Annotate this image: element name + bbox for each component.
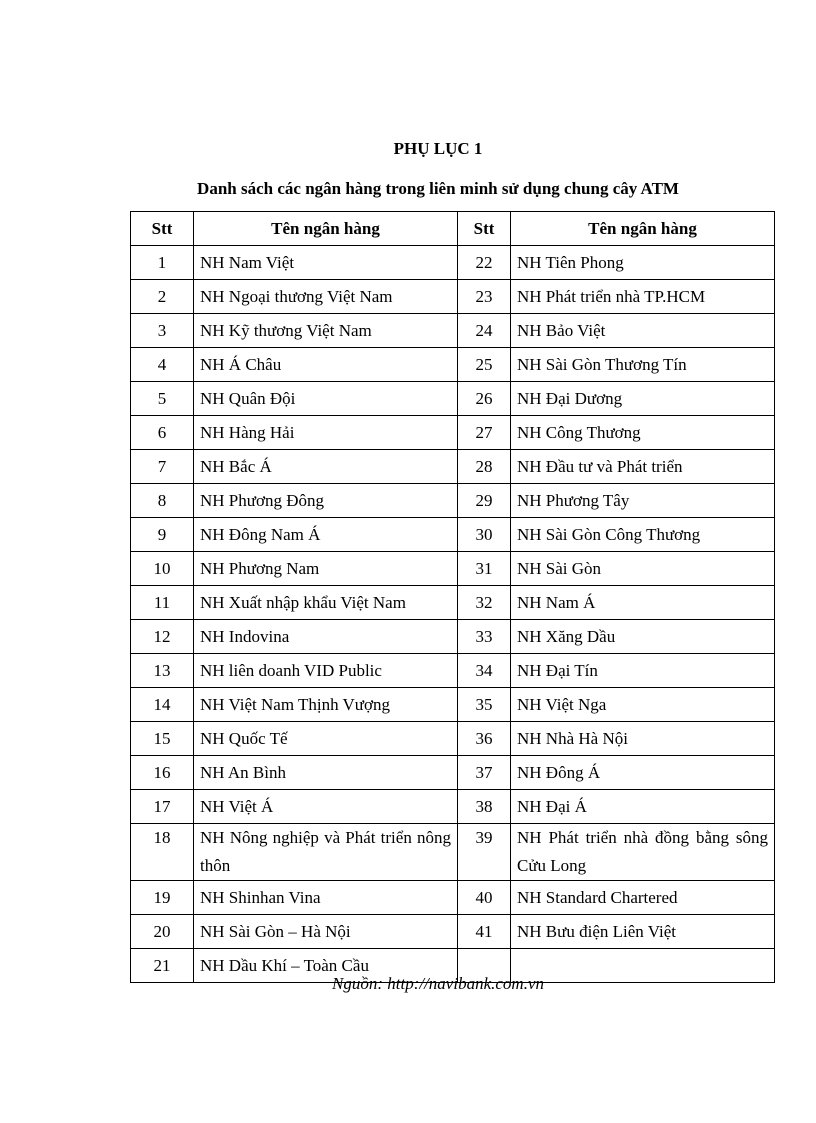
stt-cell: 31: [458, 552, 511, 586]
header-stt-left: Stt: [131, 212, 194, 246]
bank-name-cell: NH Sài Gòn: [511, 552, 775, 586]
bank-name-cell: NH Quốc Tế: [194, 722, 458, 756]
stt-cell: 4: [131, 348, 194, 382]
bank-name-cell: NH Standard Chartered: [511, 881, 775, 915]
stt-cell: 6: [131, 416, 194, 450]
stt-cell: 39: [458, 824, 511, 881]
bank-name-cell: NH Quân Đội: [194, 382, 458, 416]
stt-cell: 22: [458, 246, 511, 280]
stt-cell: 13: [131, 654, 194, 688]
stt-cell: 9: [131, 518, 194, 552]
stt-cell: 32: [458, 586, 511, 620]
bank-name-cell: NH Sài Gòn – Hà Nội: [194, 915, 458, 949]
stt-cell: 8: [131, 484, 194, 518]
table-row: [131, 280, 775, 314]
bank-name-cell: NH Nhà Hà Nội: [511, 722, 775, 756]
stt-cell: 11: [131, 586, 194, 620]
bank-name-cell: NH Hàng Hải: [194, 416, 458, 450]
table-row: [131, 620, 775, 654]
stt-cell: 19: [131, 881, 194, 915]
stt-cell: 24: [458, 314, 511, 348]
bank-name-cell: NH Á Châu: [194, 348, 458, 382]
table-row: [131, 416, 775, 450]
bank-name-cell: NH Công Thương: [511, 416, 775, 450]
bank-name-cell: NH Nam Việt: [194, 246, 458, 280]
stt-cell: 23: [458, 280, 511, 314]
bank-name-cell: NH Đông Á: [511, 756, 775, 790]
bank-name-cell: NH Sài Gòn Thương Tín: [511, 348, 775, 382]
bank-name-cell: NH Phương Tây: [511, 484, 775, 518]
table-row: [131, 450, 775, 484]
bank-name-cell: NH Việt Nga: [511, 688, 775, 722]
bank-name-cell: NH Xăng Dầu: [511, 620, 775, 654]
stt-cell: 3: [131, 314, 194, 348]
table-row: [131, 915, 775, 949]
table-row: [131, 518, 775, 552]
stt-cell: 25: [458, 348, 511, 382]
bank-name-cell: NH Nông nghiệp và Phát triển nông thôn: [194, 824, 458, 881]
page-title: PHỤ LỤC 1: [393, 139, 483, 158]
stt-cell: 14: [131, 688, 194, 722]
bank-name-cell: NH Ngoại thương Việt Nam: [194, 280, 458, 314]
stt-cell: 12: [131, 620, 194, 654]
table-row: [131, 722, 775, 756]
bank-name-cell: NH Phát triển nhà TP.HCM: [511, 280, 775, 314]
bank-name-cell: NH liên doanh VID Public: [194, 654, 458, 688]
stt-cell: 5: [131, 382, 194, 416]
bank-name-cell: NH Bảo Việt: [511, 314, 775, 348]
stt-cell: 26: [458, 382, 511, 416]
stt-cell: 37: [458, 756, 511, 790]
stt-cell: 27: [458, 416, 511, 450]
stt-cell: 36: [458, 722, 511, 756]
bank-name-cell: NH Bắc Á: [194, 450, 458, 484]
bank-name-cell: NH An Bình: [194, 756, 458, 790]
bank-name-cell: NH Đại Tín: [511, 654, 775, 688]
bank-table: [130, 211, 775, 983]
table-row: [131, 688, 775, 722]
bank-name-cell: NH Bưu điện Liên Việt: [511, 915, 775, 949]
bank-name-cell: NH Tiên Phong: [511, 246, 775, 280]
header-stt-right: Stt: [458, 212, 511, 246]
stt-cell: 41: [458, 915, 511, 949]
bank-name-cell: NH Shinhan Vina: [194, 881, 458, 915]
stt-cell: 1: [131, 246, 194, 280]
bank-name-cell: NH Đầu tư và Phát triển: [511, 450, 775, 484]
table-row: [131, 756, 775, 790]
bank-name-cell: NH Đại Dương: [511, 382, 775, 416]
table-caption: Danh sách các ngân hàng trong liên minh sử dụng chung cây ATM: [197, 179, 679, 198]
stt-cell: 17: [131, 790, 194, 824]
header-bank-name-left: Tên ngân hàng: [194, 212, 458, 246]
header-bank-name-right: Tên ngân hàng: [511, 212, 775, 246]
table-row: [131, 824, 775, 881]
stt-cell: 30: [458, 518, 511, 552]
bank-name-cell: NH Dầu Khí – Toàn Cầu: [194, 949, 458, 983]
table-row: [131, 484, 775, 518]
stt-cell: 18: [131, 824, 194, 881]
bank-name-cell: NH Sài Gòn Công Thương: [511, 518, 775, 552]
stt-cell: 7: [131, 450, 194, 484]
stt-cell: 21: [131, 949, 194, 983]
stt-cell: 20: [131, 915, 194, 949]
stt-cell: 34: [458, 654, 511, 688]
table-header-row: [131, 212, 775, 246]
stt-cell: 38: [458, 790, 511, 824]
table-row: [131, 552, 775, 586]
stt-cell: 2: [131, 280, 194, 314]
bank-name-cell: NH Xuất nhập khẩu Việt Nam: [194, 586, 458, 620]
table-row: [131, 654, 775, 688]
stt-cell: 40: [458, 881, 511, 915]
stt-cell: 28: [458, 450, 511, 484]
bank-name-cell: NH Đông Nam Á: [194, 518, 458, 552]
table-row: [131, 348, 775, 382]
bank-name-cell: NH Việt Á: [194, 790, 458, 824]
stt-cell: 33: [458, 620, 511, 654]
table-row: [131, 382, 775, 416]
bank-name-cell: NH Phương Nam: [194, 552, 458, 586]
table-row: [131, 246, 775, 280]
bank-name-cell: NH Indovina: [194, 620, 458, 654]
source-note: Nguồn: http://navibank.com.vn: [332, 974, 544, 993]
table-row: [131, 314, 775, 348]
stt-cell: 29: [458, 484, 511, 518]
bank-name-cell: NH Việt Nam Thịnh Vượng: [194, 688, 458, 722]
stt-cell: 15: [131, 722, 194, 756]
table-row: [131, 790, 775, 824]
bank-name-cell: NH Phương Đông: [194, 484, 458, 518]
stt-cell: 16: [131, 756, 194, 790]
bank-name-cell: NH Nam Á: [511, 586, 775, 620]
table-row: [131, 881, 775, 915]
table-row: [131, 586, 775, 620]
stt-cell: 35: [458, 688, 511, 722]
bank-name-cell: NH Đại Á: [511, 790, 775, 824]
stt-cell: 10: [131, 552, 194, 586]
bank-name-cell: NH Phát triển nhà đồng bằng sông Cửu Long: [511, 824, 775, 881]
bank-name-cell: NH Kỹ thương Việt Nam: [194, 314, 458, 348]
